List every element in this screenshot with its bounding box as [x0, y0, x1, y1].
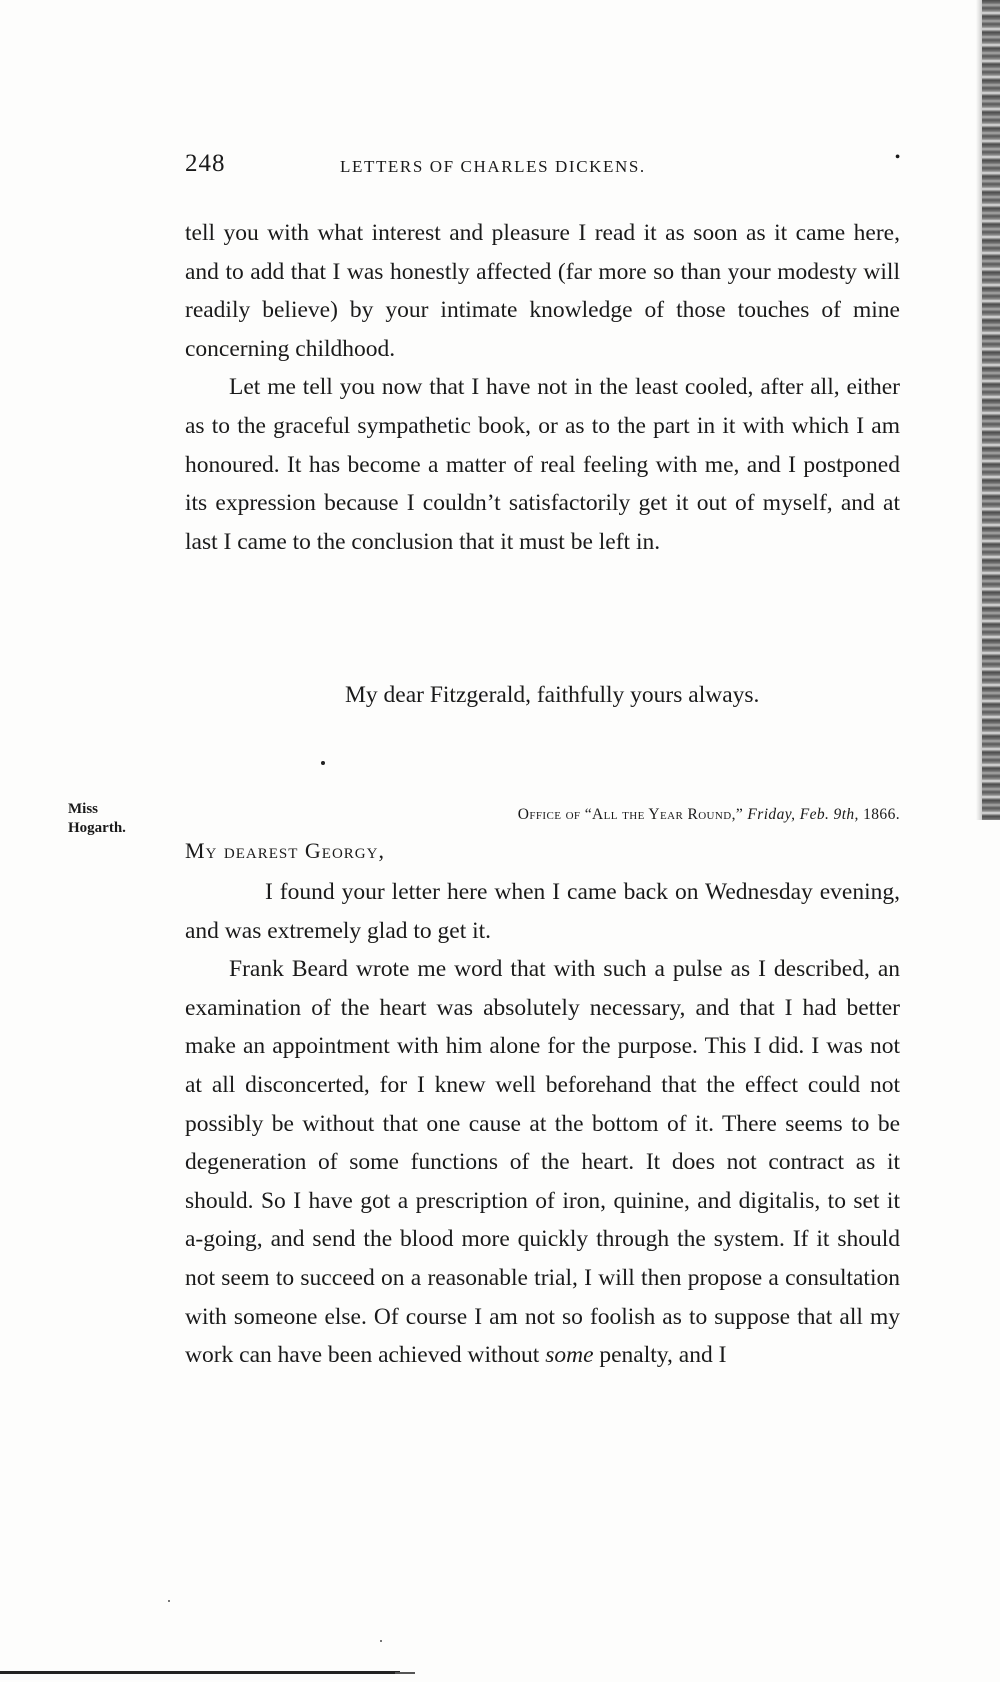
paragraph — [185, 950, 900, 1375]
letter-dateline — [185, 806, 900, 824]
bottom-edge-line — [0, 1671, 400, 1674]
header-mark: • — [895, 150, 900, 165]
paragraph: I found your letter here when I came back on Wednesday evening, and was extremely glad to get it. — [185, 879, 900, 944]
running-title: LETTERS OF CHARLES DICKENS. — [340, 157, 646, 176]
margin-note-recipient — [68, 800, 126, 838]
bottom-edge-line — [395, 1672, 415, 1674]
paragraph-text: penalty, and I — [593, 1342, 727, 1369]
dateline-year: 1866. — [863, 806, 900, 823]
running-header — [185, 150, 900, 190]
paragraph: tell you with what interest and pleasure I read it as soon as it came here, and to add that I was honestly affected (far more so than your modesty will readily believe) by your intimate knowledge of those touches of mine concerning childhood. — [185, 220, 900, 362]
print-speck — [380, 1640, 382, 1642]
emphasis-text: some — [545, 1342, 594, 1369]
letter-fitzgerald-body — [185, 214, 900, 561]
letter-closing: My dear Fitzgerald, faithfully yours always. — [345, 682, 760, 708]
dateline-place: Office of “All the Year Round,” — [517, 806, 744, 823]
print-speck — [321, 761, 325, 765]
dateline-day: Friday, Feb. 9th, — [747, 806, 859, 823]
page-number: 248 — [185, 150, 226, 177]
letter-hogarth-body — [185, 873, 900, 1375]
margin-note-line: Hogarth. — [68, 820, 126, 836]
paragraph: Let me tell you now that I have not in the least cooled, after all, either as to the graceful sympathetic book, or as to the part in it with which I am honoured. It has become a matter of real feeling with me, and I postponed its expression because I couldn’t satisfactorily get it out of myself, and at last I came to the conclusion that it must be left in. — [185, 374, 900, 555]
paragraph-text: Frank Beard wrote me word that with such a pulse as I described, an examination of the heart was absolutely necessary, and that I had better make an appointment with him alone for the purpose. This I did. I was not at all disconcerted, for I knew well beforehand that the effect could not possibly be without that one cause at the bottom of it. There seems to be degeneration of some functions of the heart. It does not contract as it should. So I have got a prescription of iron, quinine, and digitalis, to set it a-going, and send the blood more quickly through the system. If it should not seem to succeed on a reasonable trial, I will then propose a consultation with someone else. Of course I am not so foolish as to suppose that all my work can have been achieved without — [185, 956, 900, 1369]
page-edge-scan — [982, 0, 1000, 820]
margin-note-line: Miss — [68, 801, 98, 817]
print-speck — [168, 1600, 170, 1602]
letter-salutation: My dearest Georgy, — [185, 838, 385, 863]
